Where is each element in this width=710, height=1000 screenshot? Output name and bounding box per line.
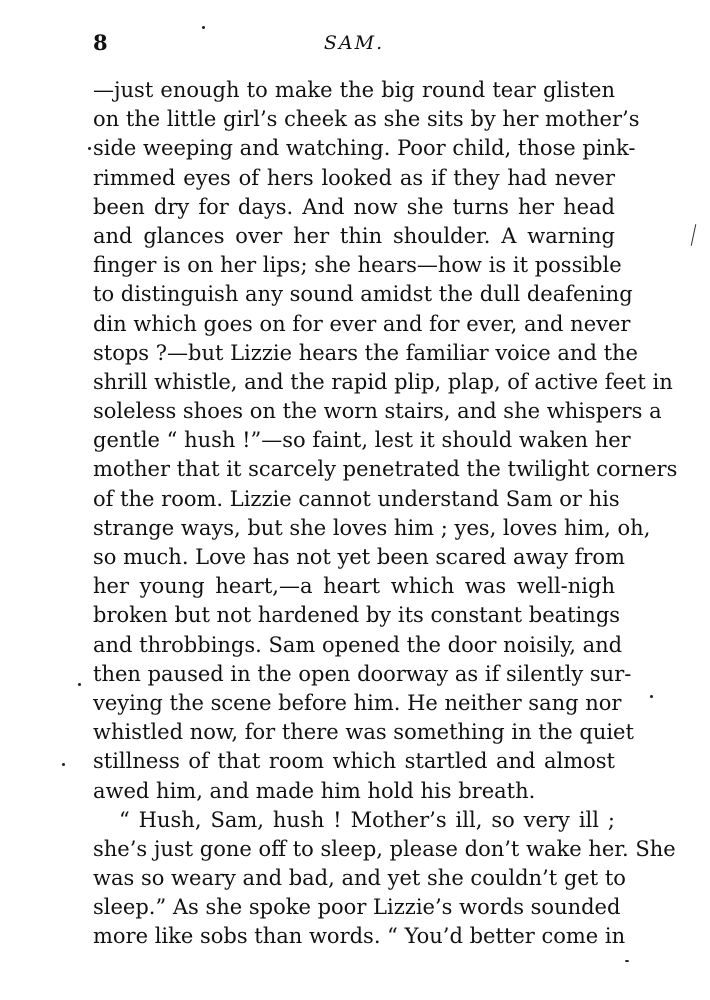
scan-mark [691,224,697,246]
text-line: shrill whistle, and the rapid plip, plap, of active feet in [93,369,673,394]
text-line: sleep.” As she spoke poor Lizzie’s words sounded [93,895,621,920]
text-line: rimmed eyes of hers looked as if they had never [93,165,615,190]
scan-speck [62,763,65,766]
text-line: stops ?—but Lizzie hears the familiar voice and the [93,340,638,365]
text-line: broken but not hardened by its constant beatings [93,603,621,628]
text-line: awed him, and made him hold his breath. [93,778,536,803]
text-line: din which goes on for ever and for ever, and never [93,311,631,336]
text-line: and glances over her thin shoulder. A warning [93,223,615,248]
text-line: of the room. Lizzie cannot understand Sam or his [93,486,620,511]
text-line: stillness of that room which startled and almost [93,749,615,774]
page-number: 8 [93,30,108,55]
scan-speck [650,695,653,698]
text-line: finger is on her lips; she hears—how is it possible [93,253,622,278]
body-text [93,76,678,952]
text-line: —just enough to make the big round tear glisten [93,78,615,102]
text-line: was so weary and bad, and yet she couldn’t get to [93,866,626,891]
running-head: SAM. [323,32,385,54]
scan-speck [202,26,205,29]
text-line: so much. Love has not yet been scared away from [93,545,625,569]
text-line: whistled now, for there was something in the quiet [93,720,634,745]
text-line: to distinguish any sound amidst the dull deafening [93,282,633,307]
text-line: mother that it scarcely penetrated the twilight corners [93,457,678,482]
text-line: “ Hush, Sam, hush ! Mother’s ill, so very ill ; [119,807,615,832]
text-line: gentle “ hush !”—so faint, lest it should waken her [93,428,631,453]
text-line: veying the scene before him. He neither sang nor [93,690,622,715]
text-line: more like sobs than words. “ You’d better come in [93,924,626,949]
scan-speck [625,960,629,962]
text-line: side weeping and watching. Poor child, those pink- [93,136,636,161]
paragraph [93,76,678,806]
page-header [93,30,615,60]
text-line: and throbbings. Sam opened the door noisily, and [93,632,623,657]
text-line: on the little girl’s cheek as she sits by her mother’s [93,107,640,132]
text-line: soleless shoes on the worn stairs, and she whispers a [93,399,662,424]
scan-speck [88,147,91,150]
scan-speck [78,683,81,686]
text-line: then paused in the open doorway as if silently sur- [93,661,632,686]
text-line: her young heart,—a heart which was well-nigh [93,574,615,599]
text-line: been dry for days. And now she turns her head [93,194,615,219]
paragraph [93,806,676,952]
text-line: she’s just gone off to sleep, please don’t wake her. She [93,836,676,861]
text-line: strange ways, but she loves him ; yes, loves him, oh, [93,515,651,540]
